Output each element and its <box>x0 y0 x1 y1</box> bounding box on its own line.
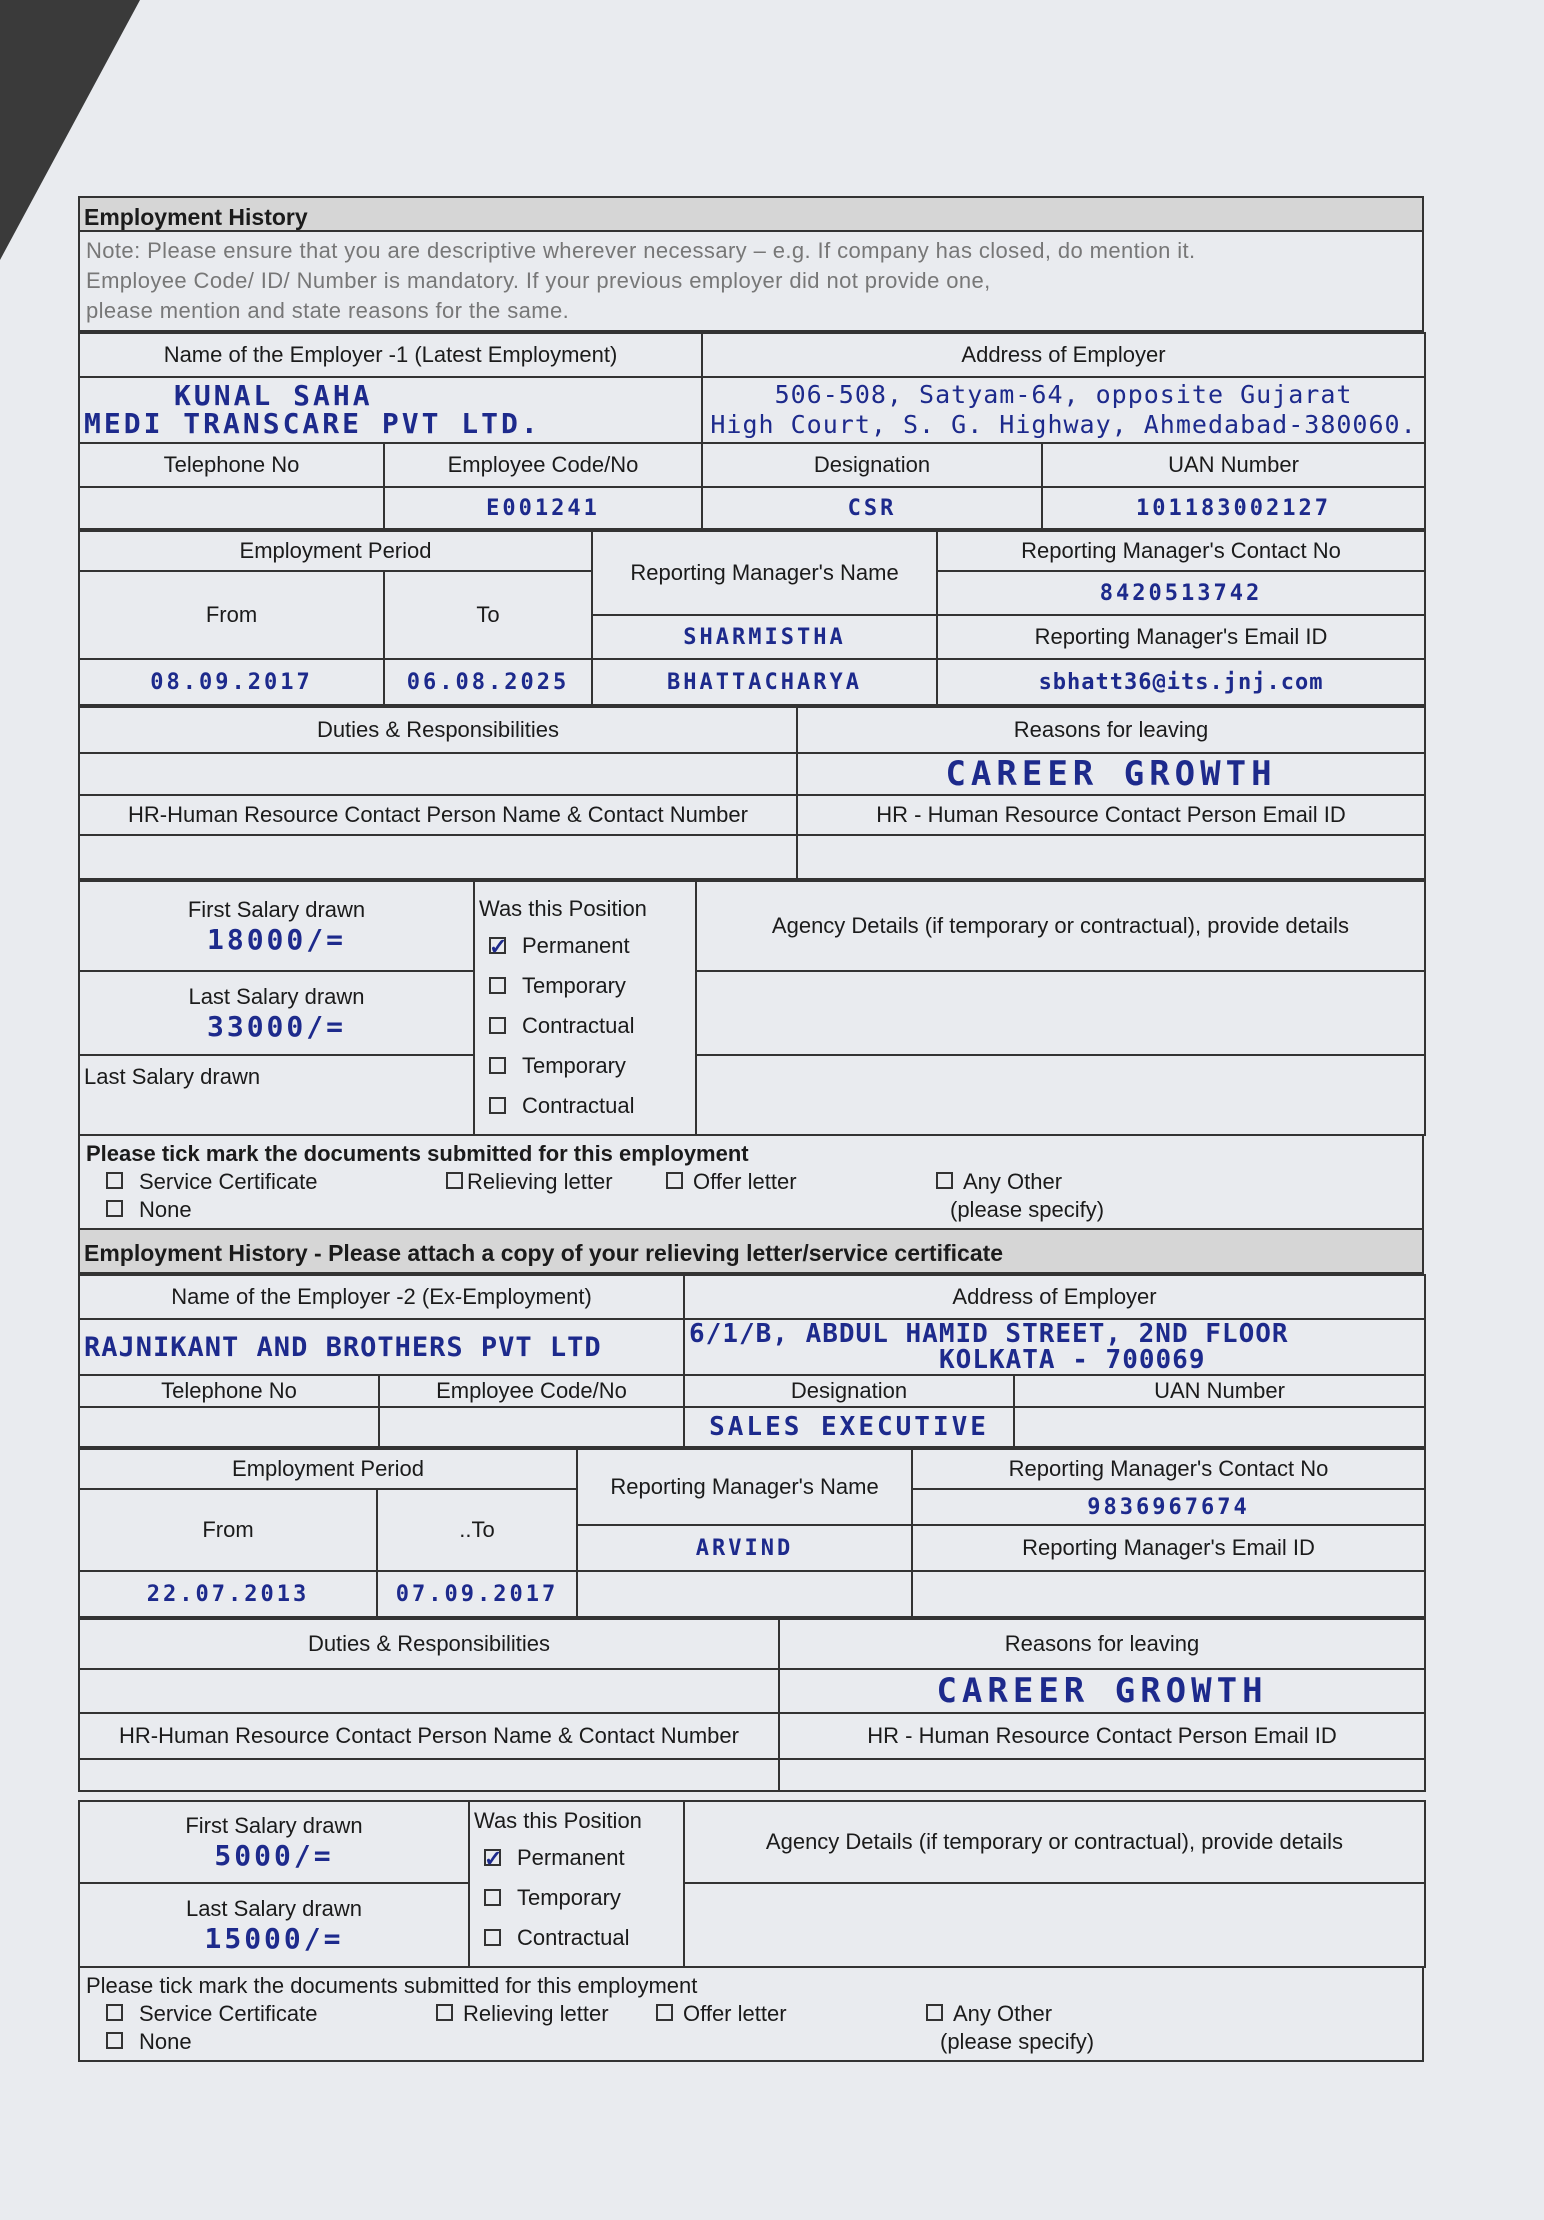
employer2-doc-offer[interactable] <box>656 2000 926 2028</box>
employer1-from-label: From <box>79 571 384 659</box>
employer2-telephone-label: Telephone No <box>79 1375 379 1407</box>
employer1-first-salary-label: First Salary drawn <box>187 896 366 922</box>
employer1-empcode-label: Employee Code/No <box>384 443 702 487</box>
employer2-contractual-option[interactable] <box>470 1918 683 1958</box>
employer1-address-field[interactable] <box>702 377 1425 443</box>
employer2-address-label: Address of Employer <box>684 1275 1425 1319</box>
section2-title: Employment History - Please attach a copy of your relieving letter/service certificate <box>78 1230 1424 1274</box>
employer1-mgr-email-field[interactable]: sbhatt36@its.jnj.com <box>937 659 1425 705</box>
employer1-agency-field[interactable] <box>696 971 1425 1055</box>
relieving-checkbox-2[interactable] <box>436 2004 453 2021</box>
employer2-empcode-label: Employee Code/No <box>379 1375 684 1407</box>
employer1-doc-other[interactable] <box>936 1168 1062 1196</box>
employer2-position-cell <box>469 1801 684 1967</box>
service-checkbox[interactable] <box>106 1172 123 1189</box>
offer-label-2: Offer letter <box>683 2001 787 2026</box>
relieving-label: Relieving letter <box>467 1169 613 1194</box>
employer2-position-label: Was this Position <box>474 1808 642 1833</box>
temporary-label-2: Temporary <box>522 1053 626 1078</box>
temporary-checkbox-3[interactable] <box>484 1889 501 1906</box>
none-checkbox[interactable] <box>106 1200 123 1217</box>
employer1-telephone-field[interactable] <box>79 487 384 529</box>
offer-label: Offer letter <box>693 1169 797 1194</box>
employer1-address-line1: 506-508, Satyam-64, opposite Gujarat <box>774 380 1353 409</box>
employer2-doc-none[interactable] <box>86 2028 926 2056</box>
employer1-hr-email-label: HR - Human Resource Contact Person Email ID <box>797 795 1425 835</box>
employer1-hr-contact-field[interactable] <box>79 835 797 879</box>
employer1-uan-field[interactable]: 101183002127 <box>1042 487 1425 529</box>
employer1-last-salary-field[interactable]: 33000/= <box>206 1009 346 1043</box>
employer2-table <box>78 1274 1426 1448</box>
employer2-first-salary-cell <box>79 1801 469 1883</box>
employer2-from-field[interactable]: 22.07.2013 <box>79 1571 377 1617</box>
service-label: Service Certificate <box>139 1169 318 1194</box>
employer2-mgr-name-field[interactable]: ARVIND <box>577 1525 912 1571</box>
employer1-uan-label: UAN Number <box>1042 443 1425 487</box>
employer1-name-field[interactable] <box>79 377 702 443</box>
employer2-hr-contact-label: HR-Human Resource Contact Person Name & Contact Number <box>79 1713 779 1759</box>
employer2-mgr-contact-field[interactable]: 9836967674 <box>912 1489 1425 1525</box>
employer2-last-salary-label: Last Salary drawn <box>185 1895 363 1921</box>
employer1-designation-field[interactable]: CSR <box>702 487 1042 529</box>
employer2-designation-label: Designation <box>684 1375 1014 1407</box>
employer1-reasons-label: Reasons for leaving <box>797 707 1425 753</box>
employer1-duties-label: Duties & Responsibilities <box>79 707 797 753</box>
employer2-telephone-field[interactable] <box>79 1407 379 1447</box>
employer1-doc-specify: (please specify) <box>950 1197 1105 1222</box>
employer2-last-salary-field[interactable]: 15000/= <box>204 1921 344 1955</box>
none-label-2: None <box>139 2029 192 2054</box>
other-label: Any Other <box>963 1169 1063 1194</box>
employer2-salary-table <box>78 1800 1426 1968</box>
employer1-to-label: To <box>384 571 592 659</box>
employer1-telephone-label: Telephone No <box>79 443 384 487</box>
employer2-hr-email-field[interactable] <box>779 1759 1425 1791</box>
employer2-duties-table <box>78 1618 1426 1792</box>
spacer <box>78 1792 1424 1800</box>
employer2-duties-label: Duties & Responsibilities <box>79 1619 779 1669</box>
employer1-temporary-option[interactable] <box>475 966 695 1006</box>
employer1-contractual-option[interactable] <box>475 1006 695 1046</box>
relieving-label-2: Relieving letter <box>463 2001 609 2026</box>
employer2-hr-contact-field[interactable] <box>79 1759 779 1791</box>
employer2-last-salary-cell <box>79 1883 469 1967</box>
employer1-position-cell <box>474 881 696 1135</box>
employer2-period-table <box>78 1448 1426 1618</box>
contractual-checkbox-2[interactable] <box>489 1097 506 1114</box>
employer1-designation-label: Designation <box>702 443 1042 487</box>
employer1-salary-table <box>78 880 1426 1136</box>
employer1-period-table <box>78 530 1426 706</box>
employer1-permanent-option[interactable] <box>475 926 695 966</box>
employer2-agency-label: Agency Details (if temporary or contractual), provide details <box>684 1801 1425 1883</box>
employer1-last-salary-cell <box>79 971 474 1055</box>
employer1-mgr-name-line1[interactable]: SHARMISTHA <box>592 615 937 659</box>
employer2-mgr-name-label: Reporting Manager's Name <box>577 1449 912 1525</box>
other-checkbox[interactable] <box>936 1172 953 1189</box>
employer1-name-label: Name of the Employer -1 (Latest Employment) <box>79 333 702 377</box>
employer2-doc-specify: (please specify) <box>940 2029 1095 2054</box>
permanent-checkbox-checked-2[interactable] <box>484 1849 501 1866</box>
temporary-label: Temporary <box>522 973 626 998</box>
employer1-doc-service[interactable] <box>86 1168 446 1196</box>
employer1-period-label: Employment Period <box>79 531 592 571</box>
permanent-label-3: Permanent <box>517 1845 625 1870</box>
employer1-address-line2: High Court, S. G. Highway, Ahmedabad-380060. <box>710 410 1417 439</box>
employer1-contractual-option-2[interactable] <box>475 1086 695 1126</box>
employer1-to-field[interactable]: 06.08.2025 <box>384 659 592 705</box>
employer2-agency-field[interactable] <box>684 1883 1425 1967</box>
employer2-uan-label: UAN Number <box>1014 1375 1425 1407</box>
employer1-name-line1: KUNAL SAHA <box>174 379 373 412</box>
employer2-designation-field[interactable]: SALES EXECUTIVE <box>684 1407 1014 1447</box>
service-label-2: Service Certificate <box>139 2001 318 2026</box>
temporary-checkbox[interactable] <box>489 977 506 994</box>
employer1-mgr-name-label: Reporting Manager's Name <box>592 531 937 615</box>
section1-title: Employment History <box>78 196 1424 232</box>
employer2-permanent-option[interactable] <box>470 1838 683 1878</box>
employer1-agency-label: Agency Details (if temporary or contractual), provide details <box>696 881 1425 971</box>
temporary-label-3: Temporary <box>517 1885 621 1910</box>
section1-note <box>78 232 1424 332</box>
none-label: None <box>139 1197 192 1222</box>
employment-history-form <box>78 196 1424 2062</box>
employer1-mgr-contact-label: Reporting Manager's Contact No <box>937 531 1425 571</box>
employer2-temporary-option[interactable] <box>470 1878 683 1918</box>
employer2-mgr-name-extra <box>577 1571 912 1617</box>
temporary-checkbox-2[interactable] <box>489 1057 506 1074</box>
employer1-doc-offer[interactable] <box>666 1168 936 1196</box>
employer2-doc-relieving[interactable] <box>436 2000 656 2028</box>
employer1-empcode-field[interactable]: E001241 <box>384 487 702 529</box>
offer-checkbox-2[interactable] <box>656 2004 673 2021</box>
employer1-table <box>78 332 1426 530</box>
employer2-reason-field[interactable]: CAREER GROWTH <box>779 1669 1425 1713</box>
employer1-address-label: Address of Employer <box>702 333 1425 377</box>
employer1-mgr-name-line2[interactable]: BHATTACHARYA <box>592 659 937 705</box>
employer1-hr-contact-label: HR-Human Resource Contact Person Name & Contact Number <box>79 795 797 835</box>
permanent-label: Permanent <box>522 933 630 958</box>
employer1-temporary-option-2[interactable] <box>475 1046 695 1086</box>
employer1-doc-relieving[interactable] <box>446 1168 666 1196</box>
employer1-docs-heading: Please tick mark the documents submitted for this employment <box>86 1141 749 1166</box>
employer1-first-salary-cell <box>79 881 474 971</box>
note-line-3: please mention and state reasons for the same. <box>86 298 570 323</box>
employer2-mgr-contact-label: Reporting Manager's Contact No <box>912 1449 1425 1489</box>
employer1-last-salary-label-2: Last Salary drawn <box>79 1055 474 1135</box>
employer1-mgr-email-label: Reporting Manager's Email ID <box>937 615 1425 659</box>
employer2-docs <box>78 1968 1424 2062</box>
employer2-first-salary-label: First Salary drawn <box>185 1812 363 1838</box>
note-line-2: Employee Code/ ID/ Number is mandatory. If your previous employer did not provide one, <box>86 268 991 293</box>
employer2-doc-other[interactable] <box>926 2000 1052 2028</box>
employer2-duties-field[interactable] <box>79 1669 779 1713</box>
employer1-duties-table <box>78 706 1426 880</box>
note-line-1: Note: Please ensure that you are descriptive wherever necessary – e.g. If company has closed, do mention it. <box>86 238 1196 263</box>
contractual-label-2: Contractual <box>522 1093 635 1118</box>
service-checkbox-2[interactable] <box>106 2004 123 2021</box>
contractual-label: Contractual <box>522 1013 635 1038</box>
employer2-name-label: Name of the Employer -2 (Ex-Employment) <box>79 1275 684 1319</box>
none-checkbox-2[interactable] <box>106 2032 123 2049</box>
employer2-period-label: Employment Period <box>79 1449 577 1489</box>
employer2-mgr-email-field[interactable] <box>912 1571 1425 1617</box>
employer1-duties-field[interactable] <box>79 753 797 795</box>
contractual-checkbox-3[interactable] <box>484 1929 501 1946</box>
employer2-address-field[interactable] <box>684 1319 1425 1375</box>
employer2-empcode-field[interactable] <box>379 1407 684 1447</box>
contractual-checkbox[interactable] <box>489 1017 506 1034</box>
employer1-reason-field[interactable]: CAREER GROWTH <box>797 753 1425 795</box>
contractual-label-3: Contractual <box>517 1925 630 1950</box>
employer2-address-line2: KOLKATA - 700069 <box>939 1345 1206 1375</box>
employer1-last-salary-label: Last Salary drawn <box>188 983 365 1009</box>
employer1-name-line2: MEDI TRANSCARE PVT LTD. <box>84 407 541 440</box>
other-label-2: Any Other <box>953 2001 1053 2026</box>
employer1-docs <box>78 1136 1424 1230</box>
employer2-reasons-label: Reasons for leaving <box>779 1619 1425 1669</box>
employer2-from-label: From <box>79 1489 377 1571</box>
employer2-mgr-email-label: Reporting Manager's Email ID <box>912 1525 1425 1571</box>
employer2-doc-service[interactable] <box>86 2000 436 2028</box>
employer2-name-field[interactable]: RAJNIKANT AND BROTHERS PVT LTD <box>79 1319 684 1375</box>
employer2-uan-field[interactable] <box>1014 1407 1425 1447</box>
employer1-hr-email-field[interactable] <box>797 835 1425 879</box>
employer2-to-label: ..To <box>377 1489 577 1571</box>
employer1-from-field[interactable]: 08.09.2017 <box>79 659 384 705</box>
employer1-doc-none[interactable] <box>86 1196 936 1224</box>
relieving-checkbox[interactable] <box>446 1172 463 1189</box>
employer1-position-label: Was this Position <box>479 896 647 921</box>
employer2-address-line1: 6/1/B, ABDUL HAMID STREET, 2ND FLOOR <box>689 1319 1289 1349</box>
permanent-checkbox-checked[interactable] <box>489 937 506 954</box>
other-checkbox-2[interactable] <box>926 2004 943 2021</box>
offer-checkbox[interactable] <box>666 1172 683 1189</box>
employer1-mgr-contact-field[interactable]: 8420513742 <box>937 571 1425 615</box>
employer1-first-salary-field[interactable]: 18000/= <box>206 922 346 956</box>
employer2-hr-email-label: HR - Human Resource Contact Person Email ID <box>779 1713 1425 1759</box>
employer2-to-field[interactable]: 07.09.2017 <box>377 1571 577 1617</box>
employer1-agency-field-2[interactable] <box>696 1055 1425 1135</box>
employer2-docs-heading: Please tick mark the documents submitted for this employment <box>86 1973 698 1998</box>
employer2-first-salary-field[interactable]: 5000/= <box>214 1838 334 1872</box>
